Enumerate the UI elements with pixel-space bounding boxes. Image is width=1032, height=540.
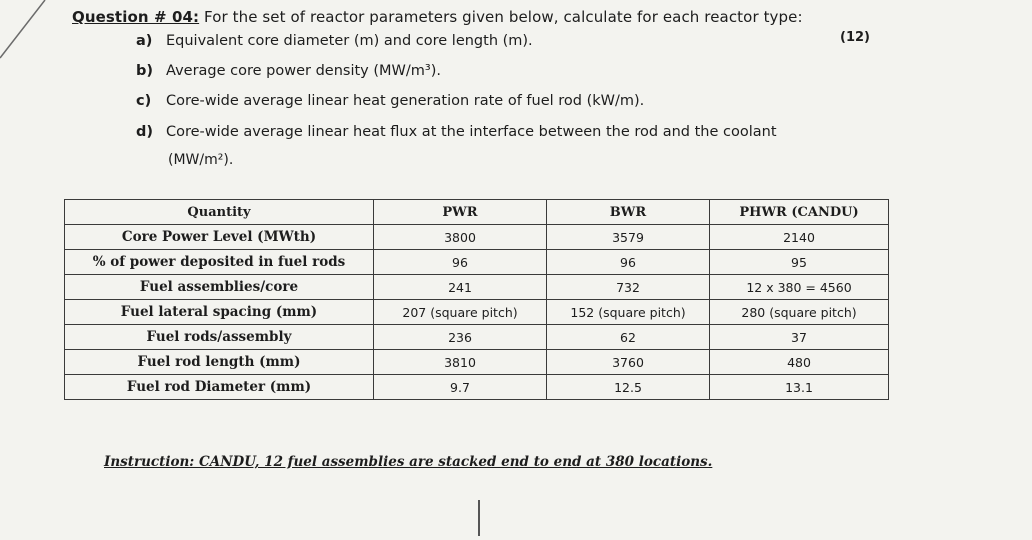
row-quantity: Core Power Level (MWth) — [65, 225, 374, 250]
cell-phwr: 12 x 380 = 4560 — [710, 275, 889, 300]
item-d-units: (MW/m²). — [168, 152, 234, 168]
cell-phwr: 37 — [710, 325, 889, 350]
item-letter: b) — [136, 63, 154, 79]
cell-pwr: 9.7 — [374, 375, 547, 400]
item-text: Equivalent core diameter (m) and core length (m). — [166, 33, 533, 49]
item-c — [136, 93, 644, 109]
cell-pwr: 241 — [374, 275, 547, 300]
table-row — [65, 275, 889, 300]
cell-bwr: 62 — [547, 325, 710, 350]
cell-phwr: 95 — [710, 250, 889, 275]
row-quantity: % of power deposited in fuel rods — [65, 250, 374, 275]
header-quantity: Quantity — [65, 200, 374, 225]
question-number: Question # 04: — [72, 8, 200, 26]
cell-phwr: 280 (square pitch) — [710, 300, 889, 325]
header-phwr: PHWR (CANDU) — [710, 200, 889, 225]
table-row — [65, 375, 889, 400]
table-row — [65, 350, 889, 375]
pen-mark-decoration — [0, 0, 70, 60]
cell-phwr: 2140 — [710, 225, 889, 250]
cell-pwr: 3800 — [374, 225, 547, 250]
table-row — [65, 325, 889, 350]
reactor-parameters-table — [64, 199, 889, 400]
cell-pwr: 207 (square pitch) — [374, 300, 547, 325]
instruction-note: Instruction: CANDU, 12 fuel assemblies are stacked end to end at 380 locations. — [104, 454, 713, 470]
item-text: Core-wide average linear heat flux at the interface between the rod and the coolant — [166, 124, 777, 140]
cell-bwr: 732 — [547, 275, 710, 300]
item-letter: d) — [136, 124, 154, 140]
question-marks: (12) — [840, 30, 870, 45]
cell-bwr: 12.5 — [547, 375, 710, 400]
item-letter: c) — [136, 93, 152, 109]
row-quantity: Fuel assemblies/core — [65, 275, 374, 300]
table-row — [65, 250, 889, 275]
cell-bwr: 3760 — [547, 350, 710, 375]
cell-phwr: 480 — [710, 350, 889, 375]
item-d — [136, 124, 1016, 140]
cell-pwr: 96 — [374, 250, 547, 275]
question-heading — [72, 8, 972, 26]
cell-bwr: 3579 — [547, 225, 710, 250]
question-prompt: For the set of reactor parameters given below, calculate for each reactor type: — [204, 8, 803, 26]
cell-pwr: 3810 — [374, 350, 547, 375]
table-row — [65, 300, 889, 325]
row-quantity: Fuel rod length (mm) — [65, 350, 374, 375]
row-quantity: Fuel lateral spacing (mm) — [65, 300, 374, 325]
cell-bwr: 152 (square pitch) — [547, 300, 710, 325]
header-pwr: PWR — [374, 200, 547, 225]
row-quantity: Fuel rod Diameter (mm) — [65, 375, 374, 400]
item-text: Average core power density (MW/m³). — [166, 63, 441, 79]
item-a — [136, 33, 533, 49]
header-bwr: BWR — [547, 200, 710, 225]
item-letter: a) — [136, 33, 153, 49]
pen-stroke-decoration — [478, 500, 480, 536]
table-header-row — [65, 200, 889, 225]
cell-bwr: 96 — [547, 250, 710, 275]
cell-pwr: 236 — [374, 325, 547, 350]
item-text: Core-wide average linear heat generation rate of fuel rod (kW/m). — [166, 93, 645, 109]
cell-phwr: 13.1 — [710, 375, 889, 400]
row-quantity: Fuel rods/assembly — [65, 325, 374, 350]
item-b — [136, 63, 441, 79]
table-row — [65, 225, 889, 250]
